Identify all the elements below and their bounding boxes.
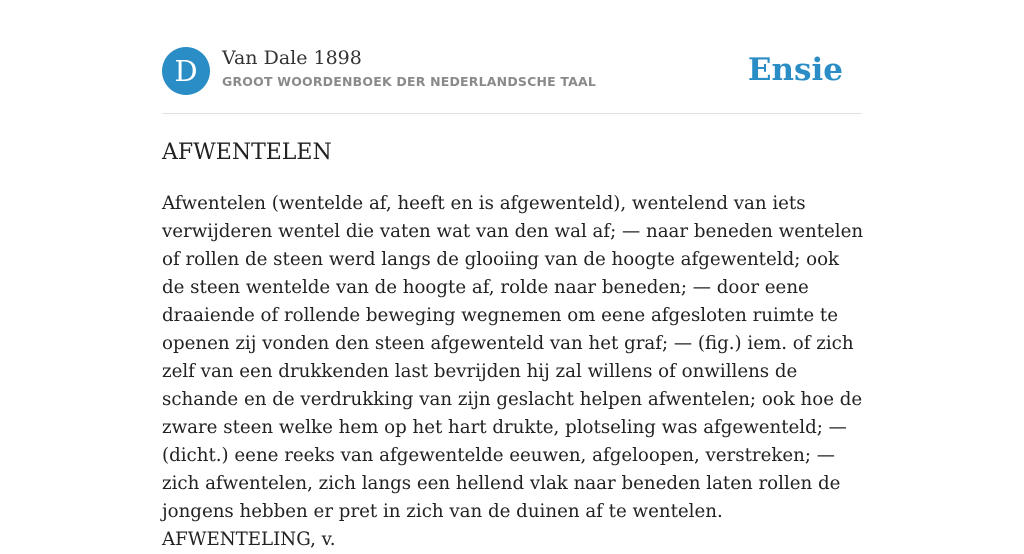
entry-definition: Afwentelen (wentelde af, heeft en is afgewenteld), wentelend van iets verwijderen wentel die vaten wat van den wal af; — naar beneden wentelen of rollen de steen werd langs de glooiing van de hoogte afgewenteld; ook de steen wentelde van de hoogte af, rolde naar beneden; — door eene draaiende of rollende beweging wegnemen om eene afgesloten ruimte te openen zij vonden den steen afgewenteld van het graf; — (fig.) iem. of zich zelf van een drukkenden last bevrijden hij zal willens of onwillens de schande en de verdrukking van zijn geslacht helpen afwentelen; ook hoe de zware steen welke hem op het hart drukte, plotseling was afgewenteld; — (dicht.) eene reeks van afgewentelde eeuwen, afgeloopen, verstreken; — zich afwentelen, zich langs een hellend vlak naar beneden laten rollen de jongens hebben er pret in zich van de duinen af te wentelen. AFWENTELING, v. xyxy=(162,193,864,550)
source-header xyxy=(162,46,862,96)
source-title[interactable]: Van Dale 1898 xyxy=(222,47,362,69)
entry-headword: AFWENTELEN xyxy=(162,140,332,165)
source-subtitle: GROOT WOORDENBOEK DER NEDERLANDSCHE TAAL xyxy=(222,74,597,89)
brand-logo[interactable]: Ensie xyxy=(747,52,843,88)
source-avatar: D xyxy=(162,47,210,95)
header-divider xyxy=(162,113,862,114)
